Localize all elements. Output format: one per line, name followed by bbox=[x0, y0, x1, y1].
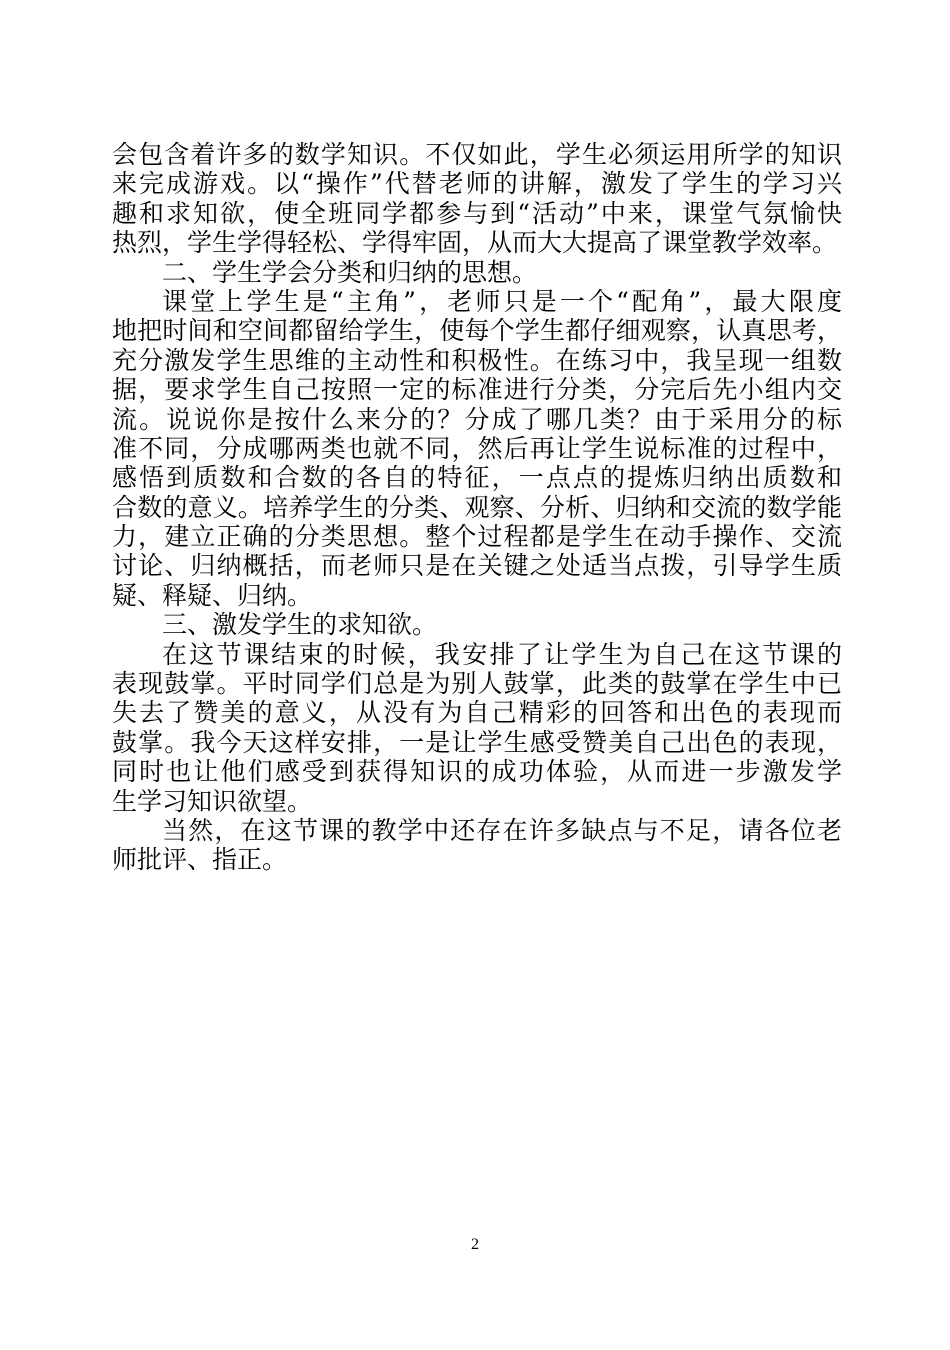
text-line: 感悟到质数和合数的各自的特征，一点点的提炼归纳出质数和 bbox=[112, 463, 842, 493]
text-line: 准不同，分成哪两类也就不同，然后再让学生说标准的过程中， bbox=[112, 433, 842, 463]
text-line: 表现鼓掌。平时同学们总是为别人鼓掌，此类的鼓掌在学生中已 bbox=[112, 669, 842, 699]
section-heading-3: 三、激发学生的求知欲。 bbox=[162, 610, 438, 640]
text-line: 据，要求学生自己按照一定的标准进行分类，分完后先小组内交 bbox=[112, 375, 842, 405]
text-line: 生学习知识欲望。 bbox=[112, 786, 313, 816]
text-line: 地把时间和空间都留给学生，使每个学生都仔细观察，认真思考， bbox=[112, 316, 842, 346]
text-line: 合数的意义。培养学生的分类、观察、分析、归纳和交流的数学能 bbox=[112, 492, 842, 522]
text-line: 鼓掌。我今天这样安排，一是让学生感受赞美自己出色的表现， bbox=[112, 727, 842, 757]
text-line: 当然，在这节课的教学中还存在许多缺点与不足，请各位老 bbox=[162, 815, 842, 845]
text-line: 会包含着许多的数学知识。不仅如此，学生必须运用所学的知识 bbox=[112, 140, 842, 169]
text-line: 来完成游戏。以“操作”代替老师的讲解，激发了学生的学习兴 bbox=[112, 169, 842, 199]
text-line: 同时也让他们感受到获得知识的成功体验，从而进一步激发学 bbox=[112, 757, 842, 787]
document-body bbox=[112, 140, 842, 875]
page-number: 2 bbox=[471, 1236, 479, 1253]
text-line: 趣和求知欲，使全班同学都参与到“活动”中来，课堂气氛愉快 bbox=[112, 198, 842, 228]
section-heading-2: 二、学生学会分类和归纳的思想。 bbox=[162, 257, 538, 287]
text-line: 流。说说你是按什么来分的？分成了哪几类？由于采用分的标 bbox=[112, 404, 842, 434]
text-line: 师批评、指正。 bbox=[112, 845, 288, 875]
text-line: 力，建立正确的分类思想。整个过程都是学生在动手操作、交流 bbox=[112, 522, 842, 552]
text-line: 讨论、归纳概括，而老师只是在关键之处适当点拨，引导学生质 bbox=[112, 551, 842, 581]
text-line: 失去了赞美的意义，从没有为自己精彩的回答和出色的表现而 bbox=[112, 698, 842, 728]
text-line: 疑、释疑、归纳。 bbox=[112, 580, 313, 610]
text-line: 在这节课结束的时候，我安排了让学生为自己在这节课的 bbox=[162, 639, 842, 669]
text-line: 课堂上学生是“主角”，老师只是一个“配角”，最大限度 bbox=[162, 286, 842, 316]
text-line: 充分激发学生思维的主动性和积极性。在练习中，我呈现一组数 bbox=[112, 345, 842, 375]
text-line: 热烈，学生学得轻松、学得牢固，从而大大提高了课堂教学效率。 bbox=[112, 228, 838, 258]
